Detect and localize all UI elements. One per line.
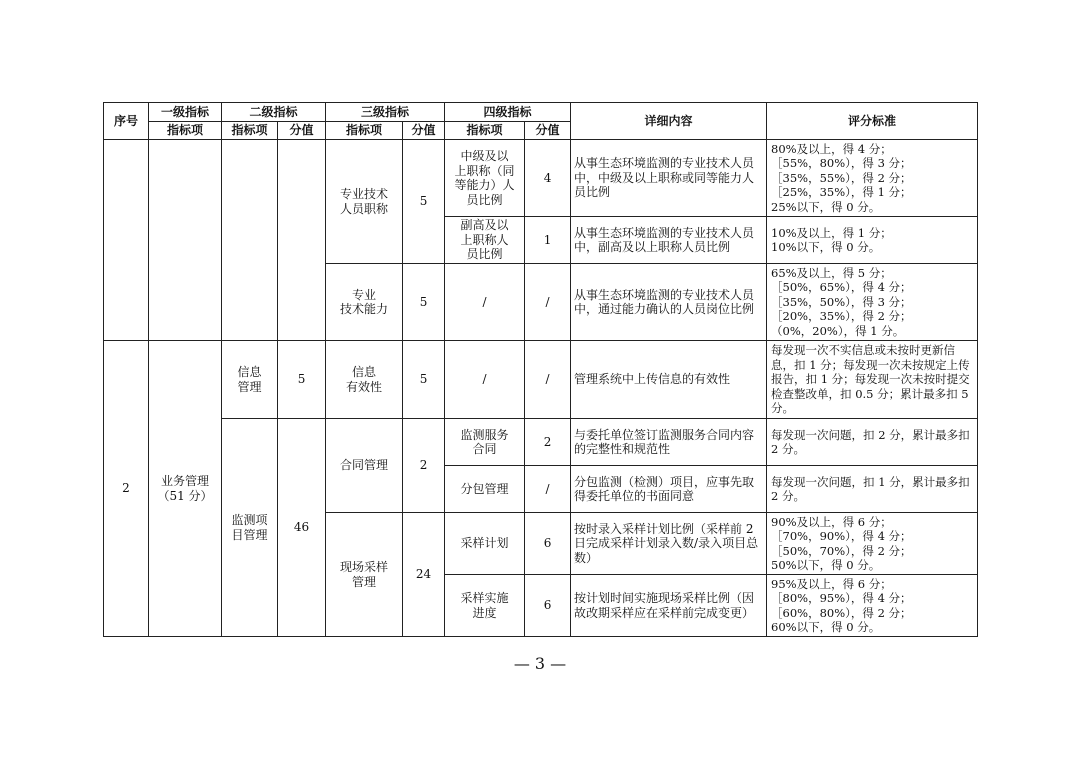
level4-item-cell: 采样实施 进度	[445, 575, 525, 637]
criteria-cell: 10%及以上，得 1 分； 10%以下，得 0 分。	[767, 217, 978, 264]
criteria-cell: 65%及以上，得 5 分； ［50%，65%），得 4 分； ［35%，50%），得 3 分； ［20%，35%），得 2 分； （0%，20%），得 1 分。	[767, 264, 978, 341]
level3-item-cell: 现场采样 管理	[326, 513, 403, 637]
criteria-cell: 80%及以上，得 4 分； ［55%，80%），得 3 分； ［35%，55%），得 2 分； ［25%，35%），得 1 分； 25%以下，得 0 分。	[767, 140, 978, 217]
level3-item-cell: 合同管理	[326, 419, 403, 513]
level4-score-cell: 2	[525, 419, 571, 466]
level4-score-cell: 4	[525, 140, 571, 217]
table-row	[104, 419, 978, 466]
header-l4-item: 指标项	[445, 122, 525, 140]
level2-item-cell: 监测项 目管理	[222, 419, 278, 637]
level3-item-cell: 专业技术 人员职称	[326, 140, 403, 264]
level2-score-cell: 46	[278, 419, 326, 637]
level4-score-cell: 6	[525, 575, 571, 637]
page-number: — 3 —	[513, 654, 567, 673]
header-detail: 详细内容	[571, 103, 767, 140]
detail-cell: 按计划时间实施现场采样比例（因故改期采样应在采样前完成变更）	[571, 575, 767, 637]
level4-score-cell: 1	[525, 217, 571, 264]
criteria-cell: 90%及以上，得 6 分； ［70%，90%），得 4 分； ［50%，70%），得 2 分； 50%以下，得 0 分。	[767, 513, 978, 575]
level2-score-cell	[278, 140, 326, 341]
detail-cell: 从事生态环境监测的专业技术人员中，副高及以上职称人员比例	[571, 217, 767, 264]
table-row	[104, 140, 978, 217]
header-l3-item: 指标项	[326, 122, 403, 140]
header-level4: 四级指标	[445, 103, 571, 122]
level3-item-cell: 专业 技术能力	[326, 264, 403, 341]
criteria-cell: 95%及以上，得 6 分； ［80%，95%），得 4 分； ［60%，80%），得 2 分； 60%以下，得 0 分。	[767, 575, 978, 637]
header-seq: 序号	[104, 103, 149, 140]
level4-item-cell: 副高及以 上职称人 员比例	[445, 217, 525, 264]
detail-cell: 管理系统中上传信息的有效性	[571, 341, 767, 419]
level4-score-cell: /	[525, 466, 571, 513]
header-level1: 一级指标	[149, 103, 222, 122]
table-row	[104, 341, 978, 419]
level3-score-cell: 5	[403, 341, 445, 419]
level2-item-cell	[222, 140, 278, 341]
detail-cell: 分包监测（检测）项目，应事先取得委托单位的书面同意	[571, 466, 767, 513]
level4-item-cell: 监测服务 合同	[445, 419, 525, 466]
header-criteria: 评分标准	[767, 103, 978, 140]
header-l1-item: 指标项	[149, 122, 222, 140]
header-l2-score: 分值	[278, 122, 326, 140]
level4-item-cell: 中级及以 上职称（同 等能力）人 员比例	[445, 140, 525, 217]
level4-item-cell: 采样计划	[445, 513, 525, 575]
level4-score-cell: /	[525, 341, 571, 419]
level2-score-cell: 5	[278, 341, 326, 419]
header-l2-item: 指标项	[222, 122, 278, 140]
level2-item-cell: 信息 管理	[222, 341, 278, 419]
detail-cell: 与委托单位签订监测服务合同内容的完整性和规范性	[571, 419, 767, 466]
seq-cell	[104, 140, 149, 341]
level3-item-cell: 信息 有效性	[326, 341, 403, 419]
header-l4-score: 分值	[525, 122, 571, 140]
detail-cell: 按时录入采样计划比例（采样前 2 日完成采样计划录入数/录入项目总数）	[571, 513, 767, 575]
level4-score-cell: 6	[525, 513, 571, 575]
level4-score-cell: /	[525, 264, 571, 341]
level1-cell: 业务管理 （51 分）	[149, 341, 222, 637]
criteria-cell: 每发现一次问题，扣 2 分，累计最多扣 2 分。	[767, 419, 978, 466]
header-level2: 二级指标	[222, 103, 326, 122]
detail-cell: 从事生态环境监测的专业技术人员中，通过能力确认的人员岗位比例	[571, 264, 767, 341]
level3-score-cell: 5	[403, 140, 445, 264]
level4-item-cell: 分包管理	[445, 466, 525, 513]
header-l3-score: 分值	[403, 122, 445, 140]
criteria-cell: 每发现一次问题，扣 1 分，累计最多扣 2 分。	[767, 466, 978, 513]
header-level3: 三级指标	[326, 103, 445, 122]
score-table	[103, 102, 978, 637]
detail-cell: 从事生态环境监测的专业技术人员中，中级及以上职称或同等能力人员比例	[571, 140, 767, 217]
header-row-1	[104, 103, 978, 122]
level3-score-cell: 5	[403, 264, 445, 341]
level1-cell	[149, 140, 222, 341]
level3-score-cell: 24	[403, 513, 445, 637]
level3-score-cell: 2	[403, 419, 445, 513]
criteria-cell: 每发现一次不实信息或未按时更新信息，扣 1 分；每发现一次未按规定上传报告，扣 1 分；每发现一次未按时提交检查整改单，扣 0.5 分；累计最多扣 5 分。	[767, 341, 978, 419]
level4-item-cell: /	[445, 264, 525, 341]
level4-item-cell: /	[445, 341, 525, 419]
seq-cell: 2	[104, 341, 149, 637]
